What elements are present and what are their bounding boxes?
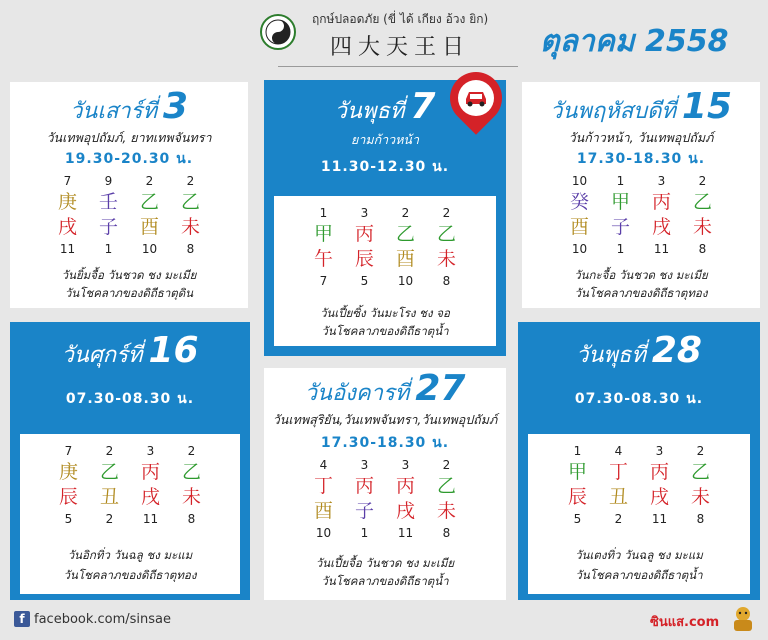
- pillar-number-bottom: 2: [105, 512, 114, 526]
- pillar-number-top: 1: [616, 174, 625, 188]
- pillar-number-bottom: 1: [360, 526, 369, 540]
- pillar-number-bottom: 10: [141, 242, 158, 256]
- pillar-stem-char: 庚: [57, 191, 77, 213]
- pillar-branch-char: 子: [98, 216, 118, 238]
- header-subtitle: ฤกษ์ปลอดภัย (ขี่ ได้ เกียง อ้วง ยิก): [312, 12, 489, 26]
- card-tuesday-27: [264, 368, 506, 600]
- card-time: 07.30-08.30 น.: [65, 391, 195, 407]
- pillar-branch-char: 戌: [57, 216, 77, 238]
- card-note-day: วันอิกทิ่ว วันฉลู ชง มะแม: [67, 548, 193, 562]
- pillar-number-bottom: 11: [59, 242, 76, 256]
- car-icon: [458, 80, 494, 116]
- pillar-branch-char: 未: [436, 248, 456, 270]
- pillar-number-top: 3: [360, 206, 369, 220]
- card-day-number: 16: [148, 330, 199, 371]
- pillar-stem-char: 乙: [139, 191, 159, 213]
- pillar-number-bottom: 5: [64, 512, 73, 526]
- pillar-number-bottom: 10: [397, 274, 414, 288]
- pillar-number-top: 7: [63, 174, 72, 188]
- pillar-number-bottom: 8: [442, 274, 451, 288]
- card-time: 17.30-18.30 น.: [320, 435, 450, 451]
- pillar-number-bottom: 5: [573, 512, 582, 526]
- card-day-number: 28: [651, 330, 702, 371]
- header-divider: [278, 66, 518, 67]
- pillar-grid: [20, 442, 240, 528]
- pillar-stem-char: 癸: [569, 191, 589, 213]
- card-title: [522, 86, 760, 128]
- pillar-branch-char: 子: [610, 216, 630, 238]
- pillar-grid: [274, 204, 496, 290]
- card-description: วันเทพสุริยัน,วันเทพจันทรา,วันเทพอุปถัมภ์: [272, 412, 498, 427]
- pillar-branch-char: 未: [692, 216, 712, 238]
- logo-emblem-icon: [260, 14, 296, 50]
- card-note-day: วันกะจื้อ วันชวด ชง มะเมีย: [574, 268, 708, 282]
- pillar-stem-char: 乙: [436, 475, 456, 497]
- pillar-stem-char: 甲: [610, 191, 630, 213]
- pillar-grid: [522, 172, 760, 258]
- pillar-number-bottom: 8: [186, 242, 195, 256]
- card-day-number: 7: [410, 86, 436, 127]
- pillar-stem-char: 丁: [608, 461, 628, 483]
- pillar-number-top: 9: [104, 174, 113, 188]
- card-note-day: วันเปี้ยจื้อ วันชวด ชง มะเมีย: [315, 556, 455, 570]
- card-note-day: วันยิ้มจื้อ วันชวด ชง มะเมีย: [61, 268, 197, 282]
- card-title: [264, 368, 506, 410]
- pillar-branch-char: 未: [690, 486, 710, 508]
- pillar-stem-char: 乙: [99, 461, 119, 483]
- card-inner-panel: [274, 196, 496, 346]
- pillar-stem-char: 丁: [313, 475, 333, 497]
- card-time: 11.30-12.30 น.: [320, 159, 450, 175]
- card-inner-panel: [20, 434, 240, 594]
- pillar-number-bottom: 1: [616, 242, 625, 256]
- pillar-branch-char: 酉: [395, 248, 415, 270]
- mascot-icon: [728, 603, 758, 633]
- pillar-number-bottom: 8: [698, 242, 707, 256]
- card-day-label: วันพุธที่: [334, 99, 405, 124]
- pillar-number-top: 3: [401, 458, 410, 472]
- pillar-number-top: 3: [655, 444, 664, 458]
- pillar-number-top: 2: [187, 444, 196, 458]
- pillar-branch-char: 戌: [395, 500, 415, 522]
- card-description: วันก้าวหน้า, วันเทพอุปถัมภ์: [568, 130, 714, 145]
- yin-yang-icon: [265, 19, 291, 45]
- pillar-stem-char: 丙: [140, 461, 160, 483]
- pillar-number-top: 3: [657, 174, 666, 188]
- pillar-number-top: 1: [319, 206, 328, 220]
- pillar-number-top: 2: [442, 206, 451, 220]
- card-inner-panel: [528, 434, 750, 594]
- card-description: วันเทพอุปถัมภ์, ยาทเทพจันทรา: [46, 130, 212, 145]
- pillar-stem-char: 庚: [58, 461, 78, 483]
- card-wednesday-28: [518, 322, 760, 600]
- pillar-stem-char: 丙: [649, 461, 669, 483]
- pillar-stem-char: 乙: [181, 461, 201, 483]
- pillar-number-top: 2: [145, 174, 154, 188]
- pillar-stem-char: 丙: [354, 475, 374, 497]
- pillar-number-bottom: 1: [104, 242, 113, 256]
- pillar-number-bottom: 11: [651, 512, 668, 526]
- pillar-branch-char: 辰: [567, 486, 587, 508]
- card-thursday-15: [522, 82, 760, 308]
- facebook-url: facebook.com/sinsae: [34, 611, 172, 627]
- card-note-element: วันโชคลาภของดิถีธาตุน้ำ: [321, 574, 449, 588]
- pillar-stem-char: 壬: [98, 191, 118, 213]
- pillar-number-top: 7: [64, 444, 73, 458]
- card-saturday-3: [10, 82, 248, 308]
- card-day-label: วันอังคารที่: [304, 381, 410, 406]
- card-time: 17.30-18.30 น.: [576, 151, 706, 167]
- pillar-stem-char: 甲: [313, 223, 333, 245]
- pillar-branch-char: 子: [354, 500, 374, 522]
- pillar-stem-char: 丙: [651, 191, 671, 213]
- pillar-number-top: 1: [573, 444, 582, 458]
- pillar-branch-char: 戌: [140, 486, 160, 508]
- card-note-element: วันโชคลาภของดิถีธาตุน้ำ: [321, 324, 449, 338]
- card-note-element: วันโชคลาภของดิถีธาตุทอง: [63, 568, 197, 582]
- pillar-number-top: 4: [614, 444, 623, 458]
- facebook-icon: f: [14, 611, 30, 627]
- pillar-number-top: 2: [442, 458, 451, 472]
- card-day-number: 27: [415, 368, 466, 409]
- pillar-stem-char: 乙: [692, 191, 712, 213]
- card-day-label: วันพฤหัสบดีที่: [549, 99, 676, 124]
- pillar-grid: [10, 172, 248, 258]
- pillar-stem-char: 甲: [567, 461, 587, 483]
- card-time: 07.30-08.30 น.: [574, 391, 704, 407]
- card-day-number: 15: [681, 86, 732, 127]
- site-link[interactable]: ซินแส.com: [650, 615, 720, 630]
- pillar-branch-char: 辰: [354, 248, 374, 270]
- pillar-number-top: 3: [360, 458, 369, 472]
- pillar-branch-char: 戌: [649, 486, 669, 508]
- pillar-number-bottom: 8: [442, 526, 451, 540]
- pillar-number-top: 2: [696, 444, 705, 458]
- pillar-branch-char: 酉: [569, 216, 589, 238]
- pillar-stem-char: 乙: [180, 191, 200, 213]
- pillar-number-bottom: 11: [397, 526, 414, 540]
- card-title: [10, 330, 250, 372]
- pillar-branch-char: 酉: [139, 216, 159, 238]
- card-note-element: วันโชคลาภของดิถีธาตุทอง: [574, 286, 708, 300]
- card-day-label: วันศุกร์ที่: [61, 343, 143, 368]
- header-month: ตุลาคม 2558: [540, 24, 729, 59]
- header-chinese-title: 四大天王日: [330, 35, 471, 60]
- pillar-stem-char: 丙: [354, 223, 374, 245]
- card-description: ยามก้าวหน้า: [351, 132, 419, 147]
- pillar-stem-char: 丙: [395, 475, 415, 497]
- pillar-branch-char: 午: [313, 248, 333, 270]
- pillar-number-bottom: 5: [360, 274, 369, 288]
- pillar-branch-char: 丑: [608, 486, 628, 508]
- card-note-element: วันโชคลาภของดิถีธาตุดิน: [64, 286, 194, 300]
- pillar-number-bottom: 7: [319, 274, 328, 288]
- pillar-number-top: 2: [186, 174, 195, 188]
- pillar-branch-char: 丑: [99, 486, 119, 508]
- card-day-label: วันเสาร์ที่: [69, 99, 157, 124]
- facebook-link[interactable]: [14, 611, 171, 627]
- pillar-number-top: 3: [146, 444, 155, 458]
- card-time: 19.30-20.30 น.: [64, 151, 194, 167]
- pillar-number-top: 2: [105, 444, 114, 458]
- pillar-number-top: 2: [698, 174, 707, 188]
- pillar-branch-char: 酉: [313, 500, 333, 522]
- pillar-branch-char: 未: [436, 500, 456, 522]
- pillar-number-bottom: 11: [142, 512, 159, 526]
- card-title: [518, 330, 760, 372]
- pillar-branch-char: 辰: [58, 486, 78, 508]
- pillar-stem-char: 乙: [690, 461, 710, 483]
- pillar-branch-char: 未: [181, 486, 201, 508]
- pillar-branch-char: 未: [180, 216, 200, 238]
- card-note-day: วันเปี้ยซิ้ง วันมะโรง ชง จอ: [320, 306, 450, 320]
- card-day-number: 3: [162, 86, 189, 127]
- card-note-element: วันโชคลาภของดิถีธาตุน้ำ: [575, 568, 703, 582]
- pillar-number-bottom: 10: [571, 242, 588, 256]
- pillar-number-bottom: 11: [653, 242, 670, 256]
- pillar-number-bottom: 8: [187, 512, 196, 526]
- pillar-number-bottom: 2: [614, 512, 623, 526]
- pillar-number-bottom: 10: [315, 526, 332, 540]
- pillar-branch-char: 戌: [651, 216, 671, 238]
- pillar-grid: [264, 456, 506, 542]
- pillar-number-top: 4: [319, 458, 328, 472]
- card-title: [10, 86, 248, 128]
- pillar-number-bottom: 8: [696, 512, 705, 526]
- pillar-number-top: 10: [571, 174, 588, 188]
- pillar-stem-char: 乙: [436, 223, 456, 245]
- pillar-number-top: 2: [401, 206, 410, 220]
- pillar-stem-char: 乙: [395, 223, 415, 245]
- card-note-day: วันเตงทิ่ว วันฉลู ชง มะแม: [575, 548, 703, 562]
- pillar-grid: [528, 442, 750, 528]
- card-day-label: วันพุธที่: [576, 343, 646, 368]
- card-friday-16: [10, 322, 250, 600]
